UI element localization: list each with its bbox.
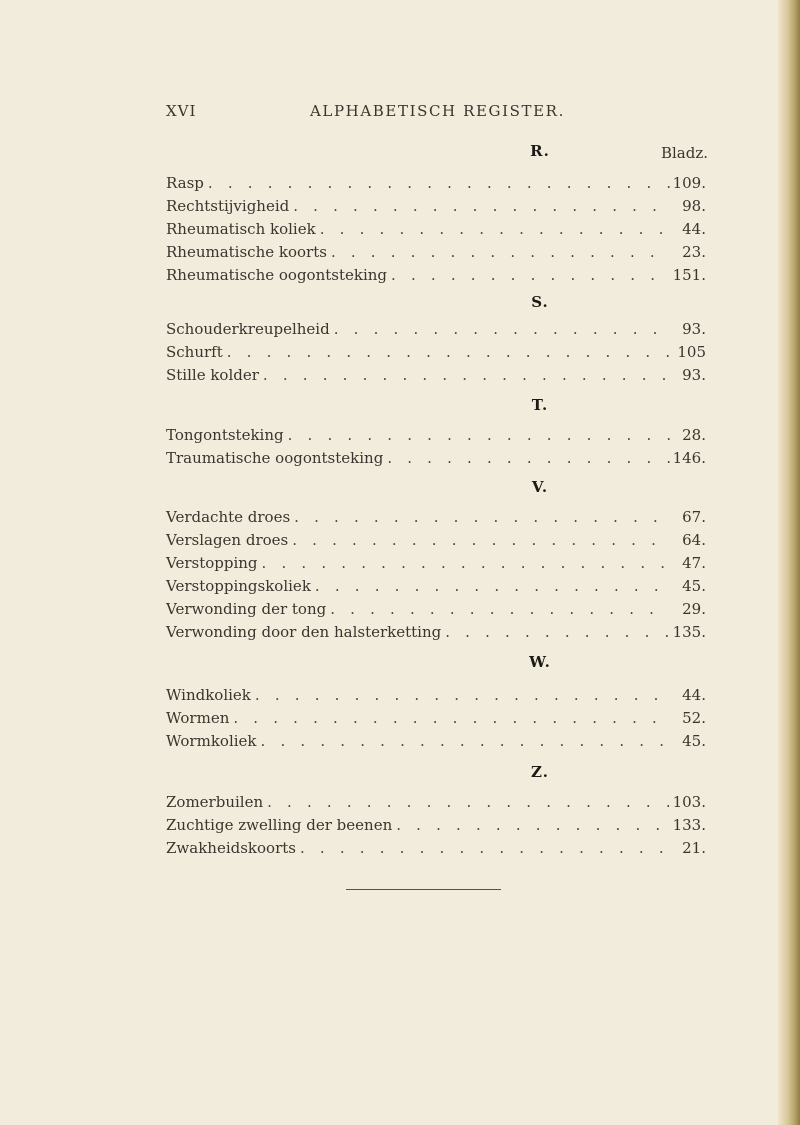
entry-term: Verslagen droes	[166, 531, 289, 549]
index-entry	[166, 839, 706, 861]
index-entry	[166, 623, 706, 645]
dot-leader	[383, 449, 670, 467]
dot-leader	[330, 320, 670, 338]
end-rule	[346, 889, 501, 890]
index-entry	[166, 508, 706, 530]
entry-page: 67.	[682, 508, 706, 526]
index-entry	[166, 366, 706, 388]
dot-leader	[387, 266, 670, 284]
entry-page: 146.	[672, 449, 706, 467]
dot-leader	[284, 426, 670, 444]
entry-term: Rechtstijvigheid	[166, 197, 290, 215]
index-entry	[166, 220, 706, 242]
entry-term: Rheumatische koorts	[166, 243, 327, 261]
section-letter-s: S.	[531, 293, 549, 311]
index-entry	[166, 266, 706, 288]
entry-term: Zuchtige zwelling der beenen	[166, 816, 393, 834]
entry-term: Schurft	[166, 343, 223, 361]
entry-term: Verstoppingskoliek	[166, 577, 311, 595]
entry-page: 64.	[682, 531, 706, 549]
entry-page: 105	[677, 343, 706, 361]
dot-leader	[326, 600, 670, 618]
entry-term: Rheumatisch koliek	[166, 220, 316, 238]
entry-page: 23.	[682, 243, 706, 261]
dot-leader	[316, 220, 670, 238]
entry-term: Verstopping	[166, 554, 258, 572]
entry-term: Verwonding der tong	[166, 600, 327, 618]
running-head	[166, 102, 696, 122]
dot-leader	[441, 623, 670, 641]
entry-term: Traumatische oogontsteking	[166, 449, 384, 467]
entry-page: 45.	[682, 732, 706, 750]
entry-term: Tongontsteking	[166, 426, 284, 444]
dot-leader	[259, 366, 670, 384]
entry-term: Stille kolder	[166, 366, 259, 384]
entry-term: Verdachte droes	[166, 508, 291, 526]
index-entry	[166, 320, 706, 342]
dot-leader	[204, 174, 670, 192]
index-entry	[166, 732, 706, 754]
entry-page: 103.	[672, 793, 706, 811]
section-letter-w: W.	[529, 653, 551, 671]
entry-page: 21.	[682, 839, 706, 857]
entry-term: Verwonding door den halsterketting	[166, 623, 442, 641]
dot-leader	[289, 197, 670, 215]
index-entry	[166, 816, 706, 838]
entry-term: Zomerbuilen	[166, 793, 264, 811]
index-entry	[166, 243, 706, 265]
index-entry	[166, 426, 706, 448]
dot-leader	[296, 839, 670, 857]
page-column-label: Bladz.	[660, 144, 708, 162]
dot-leader	[263, 793, 670, 811]
section-letter-t: T.	[531, 396, 549, 414]
dot-leader	[258, 554, 670, 572]
entry-page: 44.	[682, 686, 706, 704]
index-entry	[166, 709, 706, 731]
entry-term: Schouderkreupelheid	[166, 320, 330, 338]
dot-leader	[257, 732, 670, 750]
dot-leader	[288, 531, 670, 549]
entry-term: Zwakheidskoorts	[166, 839, 296, 857]
index-entry	[166, 554, 706, 576]
index-entry	[166, 343, 706, 365]
entry-term: Windkoliek	[166, 686, 251, 704]
page-title: ALPHABETISCH REGISTER.	[310, 102, 565, 120]
index-entry	[166, 531, 706, 553]
entry-page: 52.	[682, 709, 706, 727]
entry-page: 45.	[682, 577, 706, 595]
entry-term: Wormkoliek	[166, 732, 257, 750]
page-edge	[778, 0, 800, 1125]
index-entry	[166, 686, 706, 708]
entry-page: 47.	[682, 554, 706, 572]
entry-page: 109.	[672, 174, 706, 192]
section-letter-v: V.	[531, 478, 549, 496]
page-number: XVI	[166, 102, 197, 120]
entry-page: 29.	[682, 600, 706, 618]
entry-page: 98.	[682, 197, 706, 215]
dot-leader	[392, 816, 670, 834]
entry-page: 28.	[682, 426, 706, 444]
dot-leader	[251, 686, 670, 704]
index-entry	[166, 793, 706, 815]
entry-page: 133.	[672, 816, 706, 834]
entry-page: 93.	[682, 320, 706, 338]
entry-page: 44.	[682, 220, 706, 238]
index-entry	[166, 174, 706, 196]
entry-term: Rheumatische oogontsteking	[166, 266, 388, 284]
dot-leader	[290, 508, 670, 526]
entry-page: 151.	[672, 266, 706, 284]
index-entry	[166, 577, 706, 599]
section-letter-z: Z.	[531, 763, 549, 781]
index-entry	[166, 197, 706, 219]
dot-leader	[327, 243, 670, 261]
entry-page: 93.	[682, 366, 706, 384]
index-entry	[166, 600, 706, 622]
entry-term: Wormen	[166, 709, 230, 727]
index-entry	[166, 449, 706, 471]
section-letter-r: R.	[530, 142, 550, 160]
entry-page: 135.	[672, 623, 706, 641]
dot-leader	[229, 709, 670, 727]
dot-leader	[311, 577, 670, 595]
dot-leader	[223, 343, 670, 361]
entry-term: Rasp	[166, 174, 204, 192]
